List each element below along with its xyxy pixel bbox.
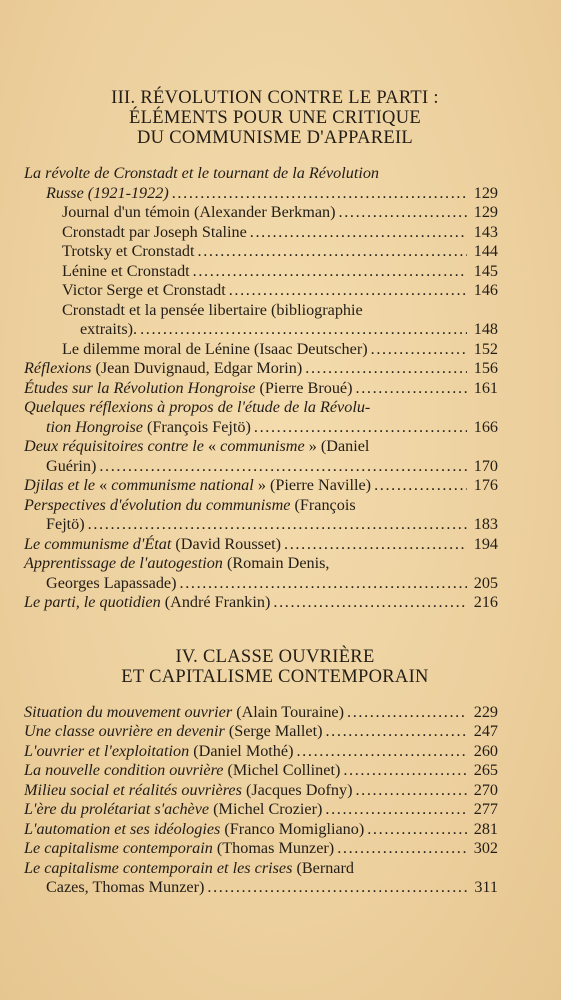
toc-entry-reflexions[interactable] [24, 359, 498, 379]
page-number: 161 [473, 378, 498, 397]
entry-title-italic: communisme national [111, 476, 254, 494]
entry-title-italic: Le communisme d'État [24, 534, 172, 553]
dot-leader [180, 574, 468, 594]
entry-author: (David Rousset) [171, 534, 282, 553]
toc-entry-quelques[interactable] [24, 398, 498, 437]
dot-leader [296, 742, 467, 762]
page-number: 145 [473, 261, 498, 280]
entry-author: (Pierre Broué) [255, 378, 353, 397]
dot-leader [254, 418, 467, 438]
toc-entry-lenine[interactable] [24, 262, 498, 282]
dot-leader [339, 203, 467, 223]
entry-title: Journal d'un témoin (Alexander Berkman) [62, 203, 336, 221]
entry-title-italic: Le parti, le quotidien [24, 593, 161, 611]
dot-leader [356, 379, 468, 399]
page-number: 216 [473, 593, 498, 611]
page-number: 166 [473, 417, 498, 436]
toc-entry-ere[interactable] [24, 800, 498, 820]
page-number: 148 [473, 320, 498, 338]
dot-leader [193, 262, 467, 282]
entry-author: (Franco Momigliano) [220, 819, 365, 838]
entry-title-italic: Milieu social et réalités ouvrières [24, 780, 242, 799]
toc-entry-etudes[interactable] [24, 379, 498, 399]
toc-entry-ouvrier[interactable] [24, 742, 498, 762]
page-number: 247 [473, 722, 498, 740]
entry-title-italic: Réflexions [24, 359, 92, 377]
entry-title-italic: L'ère du prolétariat s'achève [24, 800, 210, 818]
section-3-title-line: ÉLÉMENTS POUR UNE CRITIQUE [129, 108, 421, 128]
entry-author: » (Daniel [304, 437, 370, 455]
entry-title-italic: L'automation et ses idéologies [24, 819, 221, 838]
entry-title-italic: L'ouvrier et l'exploitation [24, 741, 190, 760]
page-number: 170 [473, 456, 498, 475]
entry-title-italic: La nouvelle condition ouvrière [24, 761, 224, 779]
entry-title: Russe (1921-1922) [46, 183, 169, 202]
page-number: 281 [473, 819, 498, 838]
dot-leader [198, 242, 467, 262]
page-number: 183 [473, 515, 498, 533]
page-number: 270 [473, 780, 498, 799]
entry-title-italic: Apprentissage de l'autogestion [24, 554, 223, 572]
section-3-title-line: DU COMMUNISME D'APPAREIL [136, 128, 414, 148]
entry-author: Fejtö) [46, 515, 85, 533]
entry-title: La révolte de Cronstadt et le tournant de la Révolution [24, 164, 380, 182]
page-number: 146 [473, 281, 498, 299]
dot-leader [273, 593, 467, 613]
page-number: 144 [473, 242, 498, 260]
toc-entry-perspectives[interactable] [24, 496, 498, 535]
entry-author: (Jacques Dofny) [241, 780, 353, 799]
section-4-title [52, 647, 498, 687]
page-number: 229 [473, 702, 498, 721]
page-number: 260 [473, 741, 498, 760]
entry-title: Victor Serge et Cronstadt [62, 281, 226, 299]
dot-leader [374, 476, 467, 496]
section-4-entries [24, 703, 498, 898]
entry-title: Lénine et Cronstadt [62, 261, 190, 280]
dot-leader [337, 839, 467, 859]
toc-entry-serge[interactable] [24, 281, 498, 301]
toc-entry-capitalisme[interactable] [24, 839, 498, 859]
entry-title-italic: Situation du mouvement ouvrier [24, 702, 233, 721]
dot-leader [250, 223, 467, 243]
toc-entry-djilas[interactable] [24, 476, 498, 496]
dot-leader [99, 457, 467, 477]
toc-entry-situation[interactable] [24, 703, 498, 723]
entry-title-italic: Études sur la Révolution Hongroise [24, 378, 256, 397]
section-4-title-line: IV. CLASSE OUVRIÈRE [175, 646, 375, 667]
dot-leader [343, 761, 467, 781]
entry-title-italic: Perspectives d'évolution du communisme [24, 495, 291, 514]
dot-leader [88, 515, 467, 535]
entry-title-italic: Une classe ouvrière en devenir [24, 722, 225, 740]
page-number: 265 [473, 761, 498, 779]
entry-author: Georges Lapassade) [46, 573, 177, 592]
toc-entry-communisme-etat[interactable] [24, 535, 498, 555]
entry-title: Cronstadt par Joseph Staline [62, 222, 247, 241]
toc-entry-staline[interactable] [24, 223, 498, 243]
entry-author: (Michel Crozier) [209, 800, 323, 818]
entry-author: (Romain Denis, [222, 554, 330, 572]
dot-leader [305, 359, 467, 379]
entry-author: (Michel Collinet) [223, 761, 341, 779]
toc-entry-trotsky[interactable] [24, 242, 498, 262]
toc-entry-dilemme[interactable] [24, 340, 498, 360]
toc-entry-libertaire[interactable] [24, 301, 498, 340]
toc-entry-milieu[interactable] [24, 781, 498, 801]
entry-author: Guérin) [46, 456, 97, 475]
page-number: 156 [473, 359, 498, 377]
toc-entry-condition[interactable] [24, 761, 498, 781]
table-of-contents-page [24, 88, 498, 898]
entry-author: (François [290, 495, 356, 514]
toc-entry-berkman[interactable] [24, 203, 498, 223]
dot-leader [371, 340, 467, 360]
dot-leader [284, 535, 467, 555]
dot-leader [207, 878, 467, 898]
page-number: 311 [474, 878, 498, 896]
entry-title-italic: Deux réquisitoires contre le [24, 437, 204, 455]
entry-author: (Serge Mallet) [224, 722, 323, 740]
page-number: 176 [473, 476, 498, 494]
entry-title: Trotsky et Cronstadt [62, 242, 195, 260]
page-number: 205 [473, 573, 498, 592]
dot-leader [325, 722, 467, 742]
dot-leader [140, 320, 467, 340]
dot-leader [355, 781, 467, 801]
entry-author: » (Pierre Naville) [253, 476, 372, 494]
entry-author: Cazes, Thomas Munzer) [46, 878, 205, 896]
toc-entry-crises[interactable] [24, 859, 498, 898]
entry-title-italic: communisme [220, 437, 305, 455]
entry-author: (Thomas Munzer) [212, 839, 335, 857]
dot-leader [172, 184, 467, 204]
entry-title-italic: Le capitalisme contemporain et les crises [24, 858, 293, 877]
dot-leader [347, 703, 467, 723]
entry-title-italic: Quelques réflexions à propos de l'étude de la Révolu- [24, 398, 371, 416]
entry-title-italic: Djilas et le [24, 476, 96, 494]
page-number: 302 [473, 839, 498, 857]
entry-author: (Bernard [292, 858, 354, 877]
toc-entry-classe-ouvriere[interactable] [24, 722, 498, 742]
entry-text: « [95, 476, 112, 494]
section-3-entries [24, 164, 498, 613]
page-number: 152 [473, 339, 498, 358]
dot-leader [367, 820, 467, 840]
entry-title-italic: tion Hongroise [46, 417, 143, 436]
entry-author: (François Fejtö) [142, 417, 251, 436]
entry-title: Cronstadt et la pensée libertaire (bibliographie [62, 300, 363, 319]
page-number: 277 [473, 800, 498, 818]
entry-author: (Alain Touraine) [232, 702, 344, 721]
toc-entry-deux-requisitoires[interactable] [24, 437, 498, 476]
page-number: 129 [473, 203, 498, 221]
toc-entry-automation[interactable] [24, 820, 498, 840]
entry-author: (Jean Duvignaud, Edgar Morin) [91, 359, 303, 377]
entry-author: (Daniel Mothé) [189, 741, 294, 760]
toc-entry-cronstadt[interactable] [24, 164, 498, 203]
toc-entry-parti[interactable] [24, 593, 498, 613]
dot-leader [229, 281, 467, 301]
page-number: 129 [473, 183, 498, 202]
entry-title: extraits). [80, 320, 138, 338]
entry-text: « [203, 437, 221, 455]
toc-entry-apprentissage[interactable] [24, 554, 498, 593]
section-3-title [52, 88, 498, 148]
entry-title: Le dilemme moral de Lénine (Isaac Deutscher) [62, 339, 368, 358]
section-4-title-line: ET CAPITALISME CONTEMPORAIN [121, 666, 429, 687]
entry-title-italic: Le capitalisme contemporain [24, 839, 213, 857]
page-number: 194 [473, 534, 498, 553]
page-number: 143 [473, 222, 498, 241]
entry-author: (André Frankin) [160, 593, 271, 611]
section-3-title-line: III. RÉVOLUTION CONTRE LE PARTI : [111, 88, 439, 108]
dot-leader [325, 800, 467, 820]
